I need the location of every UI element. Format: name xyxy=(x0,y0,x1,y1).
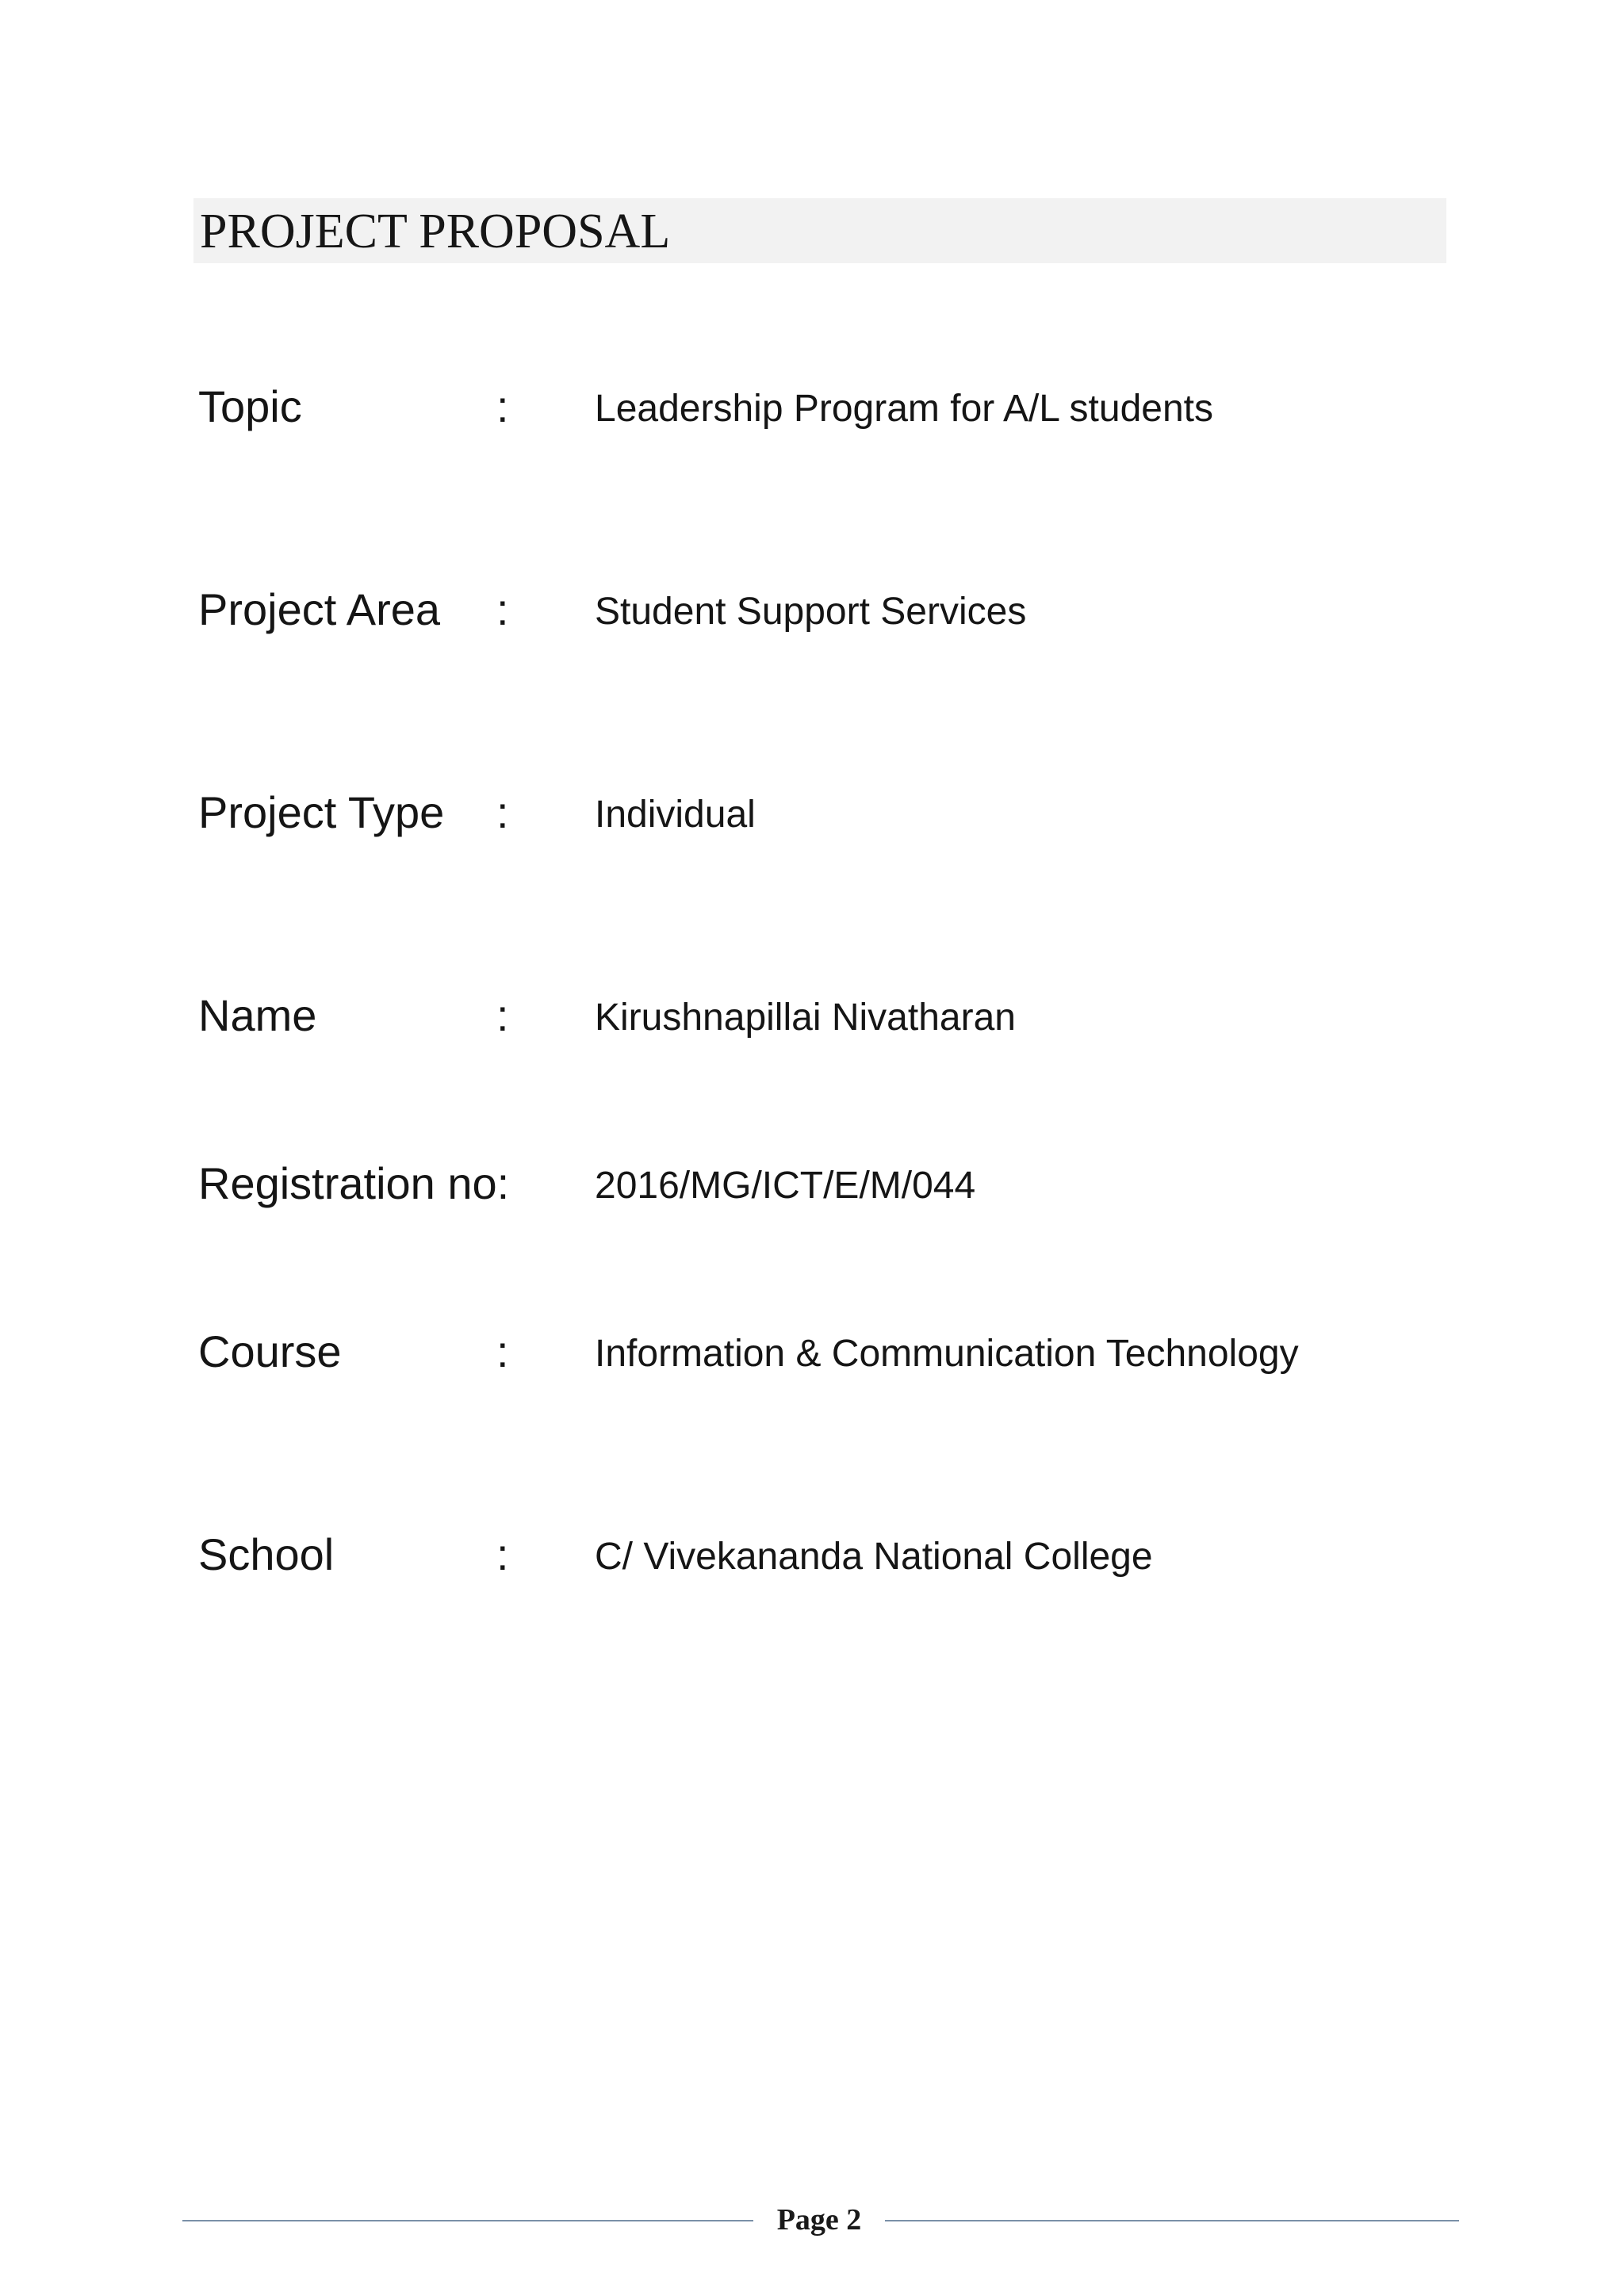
field-label-topic: Topic xyxy=(198,381,302,431)
field-row-name xyxy=(198,988,1467,1051)
footer-rule-right xyxy=(885,2220,1459,2221)
field-label-name: Name xyxy=(198,990,317,1040)
field-separator: : xyxy=(496,1529,509,1579)
field-value-project-type: Individual xyxy=(595,794,756,836)
field-row-topic xyxy=(198,379,1467,442)
field-value-topic: Leadership Program for A/L students xyxy=(595,388,1213,430)
field-separator: : xyxy=(496,381,509,431)
field-value-school: C/ Vivekananda National College xyxy=(595,1536,1153,1578)
field-value-name: Kirushnapillai Nivatharan xyxy=(595,997,1016,1039)
footer-rule-left xyxy=(182,2220,753,2221)
field-row-project-type xyxy=(198,785,1467,848)
field-separator: : xyxy=(496,584,509,634)
field-label-course: Course xyxy=(198,1326,342,1376)
field-row-project-area xyxy=(198,582,1467,645)
field-value-registration: 2016/MG/ICT/E/M/044 xyxy=(595,1165,976,1207)
field-value-project-area: Student Support Services xyxy=(595,591,1027,633)
field-separator: : xyxy=(496,990,509,1040)
field-value-course: Information & Communication Technology xyxy=(595,1333,1299,1375)
field-separator: : xyxy=(496,787,509,837)
field-row-course xyxy=(198,1324,1467,1387)
page-footer xyxy=(182,2196,1459,2244)
page-number: Page 2 xyxy=(776,2203,862,2237)
field-label-project-type: Project Type xyxy=(198,787,445,837)
field-separator: : xyxy=(496,1326,509,1376)
page-title: PROJECT PROPOSAL xyxy=(200,205,671,258)
field-label-project-area: Project Area xyxy=(198,584,441,634)
field-row-registration xyxy=(198,1156,1467,1219)
field-label-school: School xyxy=(198,1529,335,1579)
field-label-registration: Registration no: xyxy=(198,1158,510,1208)
field-row-school xyxy=(198,1527,1467,1590)
title-banner xyxy=(193,198,1446,263)
